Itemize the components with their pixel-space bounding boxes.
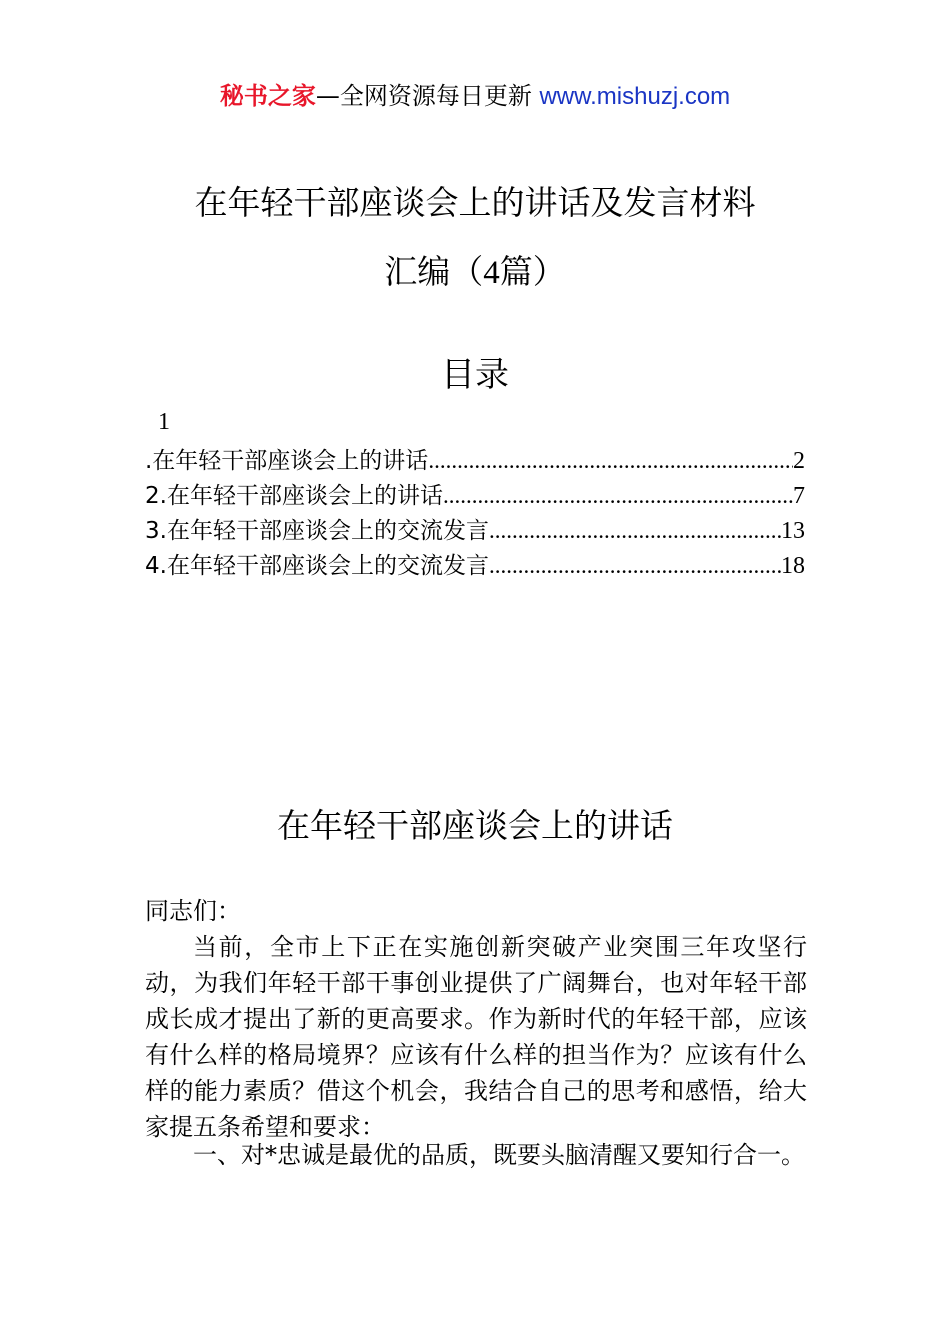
title-suffix: 篇） <box>499 252 566 291</box>
title-count: 4 <box>483 255 500 291</box>
toc-item-label: 2.在年轻干部座谈会上的讲话 <box>145 483 443 509</box>
header-tagline: —全网资源每日更新 <box>315 82 540 110</box>
toc-item-1[interactable] <box>145 444 805 478</box>
document-title-line1: 在年轻干部座谈会上的讲话及发言材料 <box>194 183 756 222</box>
section-heading-1: 一、对*忠诚是最优的品质，既要头脑清醒又要知行合一。 <box>193 1141 805 1169</box>
toc-item-page: 7 <box>793 483 805 509</box>
toc-item-page: 18 <box>781 553 805 579</box>
toc-item-label: .在年轻干部座谈会上的讲话 <box>145 448 429 474</box>
toc-first-number: 1 <box>158 409 170 435</box>
salutation: 同志们： <box>145 897 241 925</box>
title-prefix: 汇编（ <box>384 252 484 291</box>
toc-item-page: 2 <box>793 448 805 474</box>
toc-item-2[interactable] <box>145 479 805 513</box>
toc-item-3[interactable] <box>145 514 805 548</box>
toc-leader-dots <box>443 479 793 513</box>
section-title: 在年轻干部座谈会上的讲话 <box>277 806 673 845</box>
toc-leader-dots <box>489 549 781 583</box>
toc-item-4[interactable] <box>145 549 805 583</box>
toc-item-label: 3.在年轻干部座谈会上的交流发言 <box>145 518 489 544</box>
toc-item-page: 13 <box>781 518 805 544</box>
toc-leader-dots <box>489 514 781 548</box>
toc-item-label: 4.在年轻干部座谈会上的交流发言 <box>145 553 489 579</box>
toc-heading: 目录 <box>441 355 509 395</box>
toc-leader-dots <box>428 444 793 478</box>
site-url-link[interactable]: www.mishuzj.com <box>539 83 731 110</box>
body-paragraph: 当前，全市上下正在实施创新突破产业突围三年攻坚行动，为我们年轻干部干事创业提供了广阔舞台，也对年轻干部成长成才提出了新的更高要求。作为新时代的年轻干部，应该有什么样的格局境界？应该有什么样的担当作为？应该有什么样的能力素质？借这个机会，我结合自己的思考和感悟，给大家提五条希望和要求： <box>145 933 807 1141</box>
brand-name: 秘书之家 <box>219 82 316 110</box>
document-title-line2 <box>0 249 950 296</box>
site-header <box>0 80 950 113</box>
